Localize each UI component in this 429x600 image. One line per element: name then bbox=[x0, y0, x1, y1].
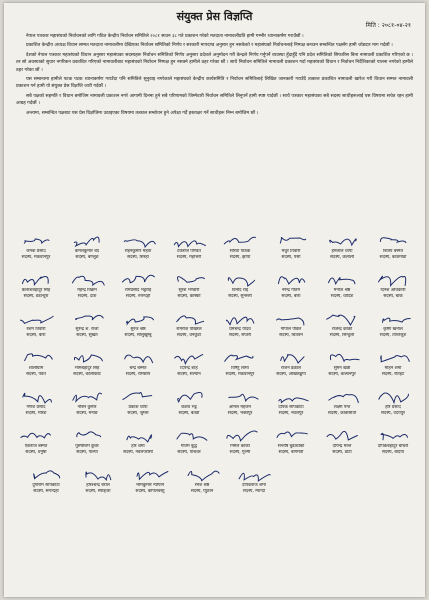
signatory bbox=[218, 270, 262, 309]
signatory-name: राजन ढकाल bbox=[281, 366, 301, 371]
handwritten-signature bbox=[169, 387, 209, 405]
signatory-name: अनिल महर्जन bbox=[229, 405, 251, 410]
paragraph: यस सम्बन्धमा हामीले पटक पटक ध्यानाकर्षण गराउँदा पनि समितिले सुनुवाइ नगरेकाले महासंघको केन्द्रीय कार्यसमिति र निर्वाचन समितिलाई लिखित जानकारी गराउँदै तत्काल प्रकाशित नामावली खारेज गरी विधान सम्मत नामावली प्रकाशन गर्न हामी यो संयुक्त प्रेस विज्ञप्ति जारी गर्दछौं । bbox=[16, 77, 413, 90]
signatory-role: सदस्य, काठमाडौं bbox=[379, 255, 407, 260]
signatory bbox=[76, 465, 120, 504]
signatory-name: गोपाल पौडेल bbox=[280, 327, 302, 332]
signatory-name: नरेन्द्र गौतम bbox=[281, 288, 301, 293]
signatory bbox=[320, 309, 364, 348]
handwritten-signature bbox=[373, 270, 413, 288]
signatory-role: सदस्य, बागमती bbox=[278, 450, 304, 455]
signatory-role: सदस्य, भक्तपुर bbox=[227, 411, 253, 416]
signatory bbox=[24, 465, 68, 504]
signatory bbox=[320, 231, 364, 270]
signatory-name: सुमन खत्री bbox=[333, 366, 351, 371]
signatory-role: सदस्य, बैतडी bbox=[178, 411, 200, 416]
signatory-name: दीपेन्द्र मल्ल bbox=[332, 444, 352, 449]
paragraph: नेपाल पत्रकार महासंघको निर्वाचनको लागि गठित केन्द्रीय निर्वाचन समितिले २०८१ साउन ३८ गते प्रकाशन गरेको मतदाता नामावलीप्रति हामी गम्भीर ध्यानाकर्षण गराउँछौं । bbox=[26, 34, 304, 39]
handwritten-signature bbox=[220, 426, 260, 444]
signatory-name: निर्मल कार्की bbox=[230, 444, 250, 449]
signatory-role: सदस्य, उदयपुर bbox=[381, 411, 405, 416]
signatory-role: सदस्य, बारा bbox=[281, 294, 301, 299]
signatory bbox=[269, 270, 313, 309]
signatory bbox=[65, 231, 109, 270]
handwritten-signature bbox=[322, 231, 362, 249]
signatory bbox=[116, 426, 160, 465]
handwritten-signature bbox=[220, 270, 260, 288]
signatory bbox=[65, 348, 109, 387]
signatory bbox=[14, 387, 58, 426]
handwritten-signature bbox=[118, 387, 158, 405]
signature-row bbox=[14, 309, 415, 348]
handwritten-signature bbox=[169, 231, 209, 249]
signatory-role: सदस्य, बाँके bbox=[383, 294, 403, 299]
signatory bbox=[269, 426, 313, 465]
signatory-role: सदस्य, सोलुखुम्बु bbox=[124, 333, 152, 338]
handwritten-signature bbox=[16, 426, 56, 444]
signatory-name: सुरेन्द्र श. राजा bbox=[75, 327, 99, 332]
signatory bbox=[371, 270, 415, 309]
signatory-role: सदस्य, मनाङ bbox=[76, 411, 98, 416]
signatory bbox=[320, 387, 364, 426]
handwritten-signature bbox=[271, 231, 311, 249]
handwritten-signature bbox=[182, 465, 222, 483]
handwritten-signature bbox=[322, 387, 362, 405]
signatory-name: भीमबहादुर सिंह bbox=[74, 366, 100, 371]
signatory-name: सरिता पाठक bbox=[229, 249, 251, 254]
handwritten-signature bbox=[220, 348, 260, 366]
signatory-role: सदस्य, चितवन bbox=[279, 333, 303, 338]
signatory bbox=[65, 426, 109, 465]
signatory bbox=[116, 270, 160, 309]
signatory bbox=[167, 270, 211, 309]
signatory-role: सदस्य, सप्तरी bbox=[228, 333, 252, 338]
signatory-name: दीपकराज शर्मा bbox=[242, 483, 266, 488]
signatory-role: सदस्य, पाल्पा bbox=[76, 450, 98, 455]
signatory bbox=[218, 387, 262, 426]
signatory bbox=[320, 270, 364, 309]
handwritten-signature bbox=[130, 465, 170, 483]
signatory-name: कमलकुमार बैद bbox=[74, 249, 100, 254]
handwritten-signature bbox=[322, 309, 362, 327]
signatory-role: सदस्य, दाङ bbox=[77, 294, 97, 299]
signatory-name: कैलाशबहादुर सिंह bbox=[21, 288, 51, 293]
handwritten-signature bbox=[118, 309, 158, 327]
signatory-name: टंकराज पण्डित bbox=[177, 249, 201, 254]
signatory-role: सदस्य, सल्यान bbox=[177, 372, 201, 377]
signatory-name: मधुर तिवारी bbox=[281, 249, 301, 254]
signature-row bbox=[14, 465, 415, 504]
handwritten-signature bbox=[67, 348, 107, 366]
handwritten-signature bbox=[169, 348, 209, 366]
signatory bbox=[65, 387, 109, 426]
signatory bbox=[167, 426, 211, 465]
signatory-name: बिजय बस्नेत bbox=[383, 249, 403, 254]
signatory-name: मनोज श्रेष्ठ bbox=[333, 288, 351, 293]
handwritten-signature bbox=[271, 426, 311, 444]
signature-row bbox=[14, 387, 415, 426]
handwritten-signature bbox=[16, 231, 56, 249]
signatory-role: सदस्य, झापा bbox=[229, 255, 251, 260]
handwritten-signature bbox=[169, 309, 209, 327]
signatory-role: सदस्य, ताप्लेजुङ bbox=[379, 333, 407, 338]
signatory-role: सदस्य, कास्की bbox=[177, 294, 201, 299]
handwritten-signature bbox=[271, 387, 311, 405]
signatory bbox=[65, 309, 109, 348]
handwritten-signature bbox=[16, 348, 56, 366]
paragraph: अन्त्यमा, सम्बन्धित पक्षबाट यस प्रेस विज्ञप्तिमा उठाइएका विषयमा तत्काल सम्बोधन हुने अपेक्षा गर्दै हस्ताक्षर गर्ने साथीहरू निम्न बमोजिम छौं । bbox=[26, 110, 259, 116]
signatory-role: सदस्य, धादिङ bbox=[330, 294, 354, 299]
signatory bbox=[218, 426, 262, 465]
signatory-name: जनक प्रसाद bbox=[26, 249, 46, 254]
signatory-name: गणेश प्रसाद bbox=[26, 405, 46, 410]
signatory bbox=[116, 387, 160, 426]
signatory-name: चन्द्र बस्नेत bbox=[129, 366, 147, 371]
signatory-role: सदस्य, मकवानपुर bbox=[225, 372, 255, 377]
signatory-name: विनोद राई bbox=[232, 288, 248, 293]
signatory-role: सदस्य, नवलपुर bbox=[278, 411, 304, 416]
signature-row bbox=[14, 348, 415, 387]
signatory-name: रेशम तिवारी bbox=[26, 327, 46, 332]
signatory-role: सदस्य, सिरहा bbox=[127, 255, 149, 260]
signatory bbox=[116, 348, 160, 387]
signatory bbox=[232, 465, 276, 504]
paragraph: सबै पक्षको सहमति र विधान बमोजिम नामावली प्रकाशन नगरे आगामी दिनमा हुने सबै परिणामको जिम्मेवारी निर्वाचन समितिले लिनुपर्ने हामी स्पष्ट पार्दछौं । साथै पत्रकार महासंघका सबै सदस्य साथीहरूलाई यस विषयमा सचेत रहन हामी आग्रह गर्दछौं । bbox=[16, 93, 413, 107]
signatory-role: सदस्य, रूपन्देही bbox=[33, 489, 59, 494]
signatory bbox=[269, 348, 313, 387]
signatory bbox=[371, 348, 415, 387]
signatory bbox=[167, 231, 211, 270]
signature-row bbox=[14, 426, 415, 465]
signatory-name: हरि शर्मा bbox=[131, 444, 145, 449]
signatory-role: सदस्य, कालीकोट bbox=[73, 372, 101, 377]
signatory-role: सदस्य, धनकुटा bbox=[176, 333, 202, 338]
signatory bbox=[14, 348, 58, 387]
signatory-role: सदस्य, रौतहट bbox=[381, 372, 405, 377]
handwritten-signature bbox=[220, 309, 260, 327]
signatory-name: रामराज पोखरेल bbox=[176, 327, 202, 332]
signatory bbox=[65, 270, 109, 309]
signatory-name: दिनेश अधिकारी bbox=[380, 288, 406, 293]
handwritten-signature bbox=[16, 387, 56, 405]
signatory-role: सदस्य, डडेल्धुरा bbox=[23, 294, 49, 299]
signatory bbox=[269, 309, 313, 348]
document-title: संयुक्त प्रेस विज्ञप्ति bbox=[176, 10, 253, 23]
handwritten-signature bbox=[220, 387, 260, 405]
signatory bbox=[269, 231, 313, 270]
signatory-name: सुरज श्रेष्ठ bbox=[130, 327, 146, 332]
handwritten-signature bbox=[118, 426, 158, 444]
signatory bbox=[167, 309, 211, 348]
handwritten-signature bbox=[118, 231, 158, 249]
handwritten-signature bbox=[234, 465, 274, 483]
signatory-role: सदस्य, बर्दिया bbox=[381, 450, 404, 455]
signatory bbox=[320, 426, 364, 465]
handwritten-signature bbox=[78, 465, 118, 483]
paragraph: प्रकाशित केन्द्रीय अध्यक्ष विधान सम्मत मतदाता नामावलीमा देखिएका निर्वाचन समितिको निर्णय र सरकारी मापदण्ड अनुसार हुन नसकेको र महासंघको निर्वाचनलाई निष्पक्ष बनाउन सम्बन्धित पक्षसँग हामी जोडदार माग गर्दछौं । bbox=[26, 43, 393, 49]
signatory bbox=[167, 348, 211, 387]
signatory-name: एकराज बस्नेत bbox=[24, 444, 48, 449]
signatory-name: रामप्रसाद भट्टराई bbox=[124, 288, 152, 293]
signatory-name: पुरुषोत्तम कुँवर bbox=[75, 444, 99, 449]
press-release-document bbox=[4, 3, 425, 597]
signatory bbox=[218, 231, 262, 270]
signatory-role: सदस्य, सुनसरी bbox=[228, 294, 252, 299]
signatory-role: सदस्य, बारा bbox=[26, 333, 46, 338]
signatory-name: हरि प्रसाद bbox=[385, 405, 401, 410]
signatory bbox=[371, 426, 415, 465]
signatory bbox=[371, 387, 415, 426]
signatory-role: सदस्य, कैलाली bbox=[330, 255, 354, 260]
signatory-role: सदस्य, गुल्मी bbox=[229, 450, 251, 455]
handwritten-signature bbox=[373, 309, 413, 327]
signature-grid bbox=[14, 231, 415, 504]
signatory-role: सदस्य, सिन्धुली bbox=[329, 333, 355, 338]
signatory bbox=[320, 348, 364, 387]
handwritten-signature bbox=[169, 270, 209, 288]
paragraph: देशको नेपाल पत्रकार महासंघको विधान अनुसार महासंघका सदस्यहरू निर्वाचन समितिको निर्णय अनुसार प्रदेशले अनुमोदन गरी केन्द्रले निर्णय गर्नुपर्ने व्यवस्था हुँदाहुँदै पनि प्रदेश समितिको सिफारिस बिना नामावली प्रकाशित गरिएको छ । तर सो अवस्थाको सुधार नगरिकन प्रकाशित गरिएको नामावलीबाट महासंघको निर्वाचन निष्पक्ष हुन नसक्ने हामीले ठहर गरेका छौं । साथै निर्वाचन समितिले नामावली प्रकाशन गर्दा महासंघको विधान र निर्वाचन निर्देशिकाको पालना नगरेको हामीले ठहर गरेका छौं । bbox=[16, 52, 413, 73]
signatory bbox=[167, 387, 211, 426]
signatory-name: केशव भट्ट bbox=[181, 405, 197, 410]
handwritten-signature bbox=[271, 348, 311, 366]
signature-row bbox=[14, 231, 415, 270]
signatory-role: सदस्य, डोटी bbox=[332, 450, 352, 455]
signatory-name: गौतम बुद्ध bbox=[180, 444, 198, 449]
signatory-name: दीपक सापकोटा bbox=[278, 405, 304, 410]
handwritten-signature bbox=[220, 231, 260, 249]
signatory-name: राजेन्द्र कार्की bbox=[331, 327, 353, 332]
signatory-name: दीपकबहादुर चौधरी bbox=[377, 444, 409, 449]
signatory bbox=[371, 231, 415, 270]
signatory-name: प्रकाश थापा bbox=[128, 405, 148, 410]
signatory bbox=[218, 309, 262, 348]
handwritten-signature bbox=[67, 309, 107, 327]
signatory-name: मोहन शर्मा bbox=[384, 366, 402, 371]
signatory-name: महेन्द्र विक्रम bbox=[77, 288, 97, 293]
handwritten-signature bbox=[373, 387, 413, 405]
signatory-name: विष्णु लामा bbox=[231, 366, 249, 371]
signatory-role: सदस्य, मकवानपुर bbox=[21, 255, 51, 260]
signatory bbox=[14, 231, 58, 270]
signatory-name: शालीग्राम bbox=[28, 366, 44, 371]
signatory-name: कृष्ण खनाल bbox=[383, 327, 403, 332]
signatory bbox=[14, 270, 58, 309]
signatory-role: सदस्य, रामेछाप bbox=[125, 372, 151, 377]
handwritten-signature bbox=[271, 309, 311, 327]
signatory-name: हरिश्चन्द्र बराल bbox=[86, 483, 110, 488]
signature-row bbox=[14, 270, 415, 309]
handwritten-signature bbox=[26, 465, 66, 483]
statement-body bbox=[16, 33, 413, 119]
signatory-role: सदस्य, कञ्चनपुर bbox=[328, 372, 356, 377]
signatory-role: सदस्य, ओखलढुंगा bbox=[276, 372, 306, 377]
signatory-role: सदस्य, बाग्लुङ bbox=[75, 255, 99, 260]
signatory-role: सदस्य, मोरङ bbox=[25, 411, 47, 416]
handwritten-signature bbox=[118, 348, 158, 366]
signatory-name: हेमलाल थापा bbox=[331, 249, 353, 254]
handwritten-signature bbox=[67, 270, 107, 288]
handwritten-signature bbox=[67, 387, 107, 405]
signatory-name: प्रेमचन्द्र यादव bbox=[229, 327, 251, 332]
document-date: मिति : २०८१-०४-२१ bbox=[365, 22, 411, 29]
signatory bbox=[14, 309, 58, 348]
handwritten-signature bbox=[118, 270, 158, 288]
signatory-name: सुरेश भण्डारी bbox=[178, 288, 200, 293]
signatory-role: सदस्य, पर्वत bbox=[26, 372, 46, 377]
handwritten-signature bbox=[322, 348, 362, 366]
signatory bbox=[180, 465, 224, 504]
signatory-role: सदस्य, रुपन्देही bbox=[125, 294, 151, 299]
signatory-name: भीमकुमार न्यौपाने bbox=[135, 483, 165, 488]
handwritten-signature bbox=[16, 309, 56, 327]
signatory-role: सदस्य, पर्सा bbox=[281, 255, 301, 260]
signatory bbox=[269, 387, 313, 426]
signatory-role: सदस्य, जुम्ला bbox=[127, 411, 149, 416]
signatory-name: नबिन कुमार bbox=[77, 405, 97, 410]
handwritten-signature bbox=[373, 231, 413, 249]
signatory bbox=[218, 348, 262, 387]
signatory-role: सदस्य, महोत्तरी bbox=[176, 255, 202, 260]
signatory-name: दिपेन्द्र शाह bbox=[180, 366, 198, 371]
signatory-name: रमेश श्रेष्ठ bbox=[194, 483, 210, 488]
signatory-name: दुर्गाराम सापकोटा bbox=[32, 483, 60, 488]
signatory-role: सदस्य, कावासोती bbox=[327, 411, 357, 416]
handwritten-signature bbox=[322, 270, 362, 288]
signatory-role: सदस्य, पाँचथर bbox=[177, 450, 201, 455]
handwritten-signature bbox=[67, 231, 107, 249]
signatory bbox=[116, 309, 160, 348]
signatory bbox=[128, 465, 172, 504]
handwritten-signature bbox=[322, 426, 362, 444]
handwritten-signature bbox=[169, 426, 209, 444]
handwritten-signature bbox=[16, 270, 56, 288]
signatory bbox=[116, 231, 160, 270]
handwritten-signature bbox=[373, 348, 413, 366]
signatory-role: सदस्य, कपिलवस्तु bbox=[135, 489, 165, 494]
signatory-role: सदस्य, प्युठान bbox=[190, 489, 214, 494]
signatory-role: सदस्य, सुर्खेत bbox=[76, 333, 98, 338]
signatory bbox=[14, 426, 58, 465]
signatory-role: सदस्य, नवलपरासी bbox=[123, 450, 153, 455]
signatory-name: लक्ष्मी पन्त bbox=[333, 405, 351, 410]
handwritten-signature bbox=[271, 270, 311, 288]
signatory-name: रोहनकुमार मेहता bbox=[124, 249, 152, 254]
signatory-role: सदस्य, स्याङ्जा bbox=[85, 489, 111, 494]
signatory-name: सन्तोष बुढाथोकी bbox=[277, 444, 305, 449]
handwritten-signature bbox=[373, 426, 413, 444]
signatory-role: सदस्य, धनुषा bbox=[25, 450, 47, 455]
handwritten-signature bbox=[67, 426, 107, 444]
signatory-role: सदस्य, म्याग्दी bbox=[242, 489, 266, 494]
signatory bbox=[371, 309, 415, 348]
